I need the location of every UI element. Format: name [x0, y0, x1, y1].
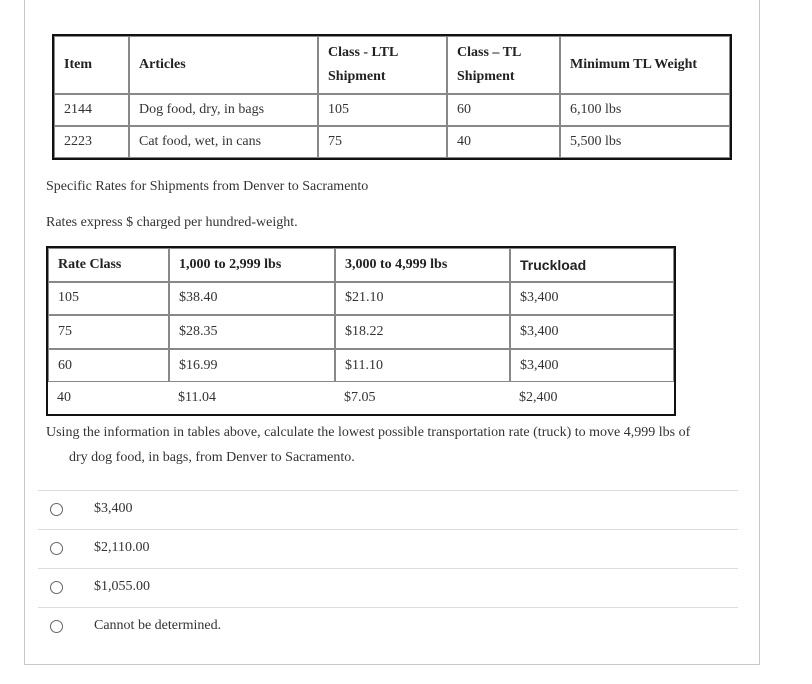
cell-rate-truckload: $3,400 [510, 282, 674, 316]
cell-rate-truckload: $2,400 [519, 390, 558, 406]
cell-rate-low: $16.99 [169, 349, 335, 383]
table-row [48, 349, 674, 383]
header-class-tl [447, 36, 560, 94]
answer-option[interactable] [38, 529, 738, 568]
header-truckload: Truckload [510, 248, 674, 282]
table-row [48, 382, 674, 414]
cell-rate-low: $11.04 [178, 390, 216, 406]
cell-article: Dog food, dry, in bags [129, 94, 318, 126]
answer-option-label: Cannot be determined. [94, 618, 222, 633]
question-line2: dry dog food, in bags, from Denver to Sacramento. [69, 450, 355, 465]
cell-rate-mid: $21.10 [335, 282, 510, 316]
cell-rate-mid: $7.05 [344, 390, 376, 406]
table-row [54, 126, 730, 158]
header-3000-4999: 3,000 to 4,999 lbs [335, 248, 510, 282]
header-1000-2999: 1,000 to 2,999 lbs [169, 248, 335, 282]
cell-article: Cat food, wet, in cans [129, 126, 318, 158]
answer-option[interactable] [38, 490, 738, 529]
rates-table [46, 246, 676, 416]
cell-rate-mid: $11.10 [335, 349, 510, 383]
radio-button[interactable] [50, 620, 63, 633]
rates-title: Specific Rates for Shipments from Denver to Sacramento [46, 179, 369, 194]
header-class-ltl [318, 36, 447, 94]
question-line1: Using the information in tables above, calculate the lowest possible transportation rate (truck) to move 4,999 lbs of [46, 425, 691, 440]
header-item: Item [54, 36, 129, 94]
header-articles: Articles [129, 36, 318, 94]
radio-button[interactable] [50, 503, 63, 516]
cell-min-weight: 5,500 lbs [560, 126, 730, 158]
rates-note: Rates express $ charged per hundred-weight. [46, 215, 298, 230]
radio-button[interactable] [50, 542, 63, 555]
radio-button[interactable] [50, 581, 63, 594]
answer-option-label: $3,400 [94, 501, 133, 516]
question-text [46, 420, 746, 470]
header-class-ltl-line2: Shipment [328, 69, 386, 84]
table-row [48, 315, 674, 349]
header-class-ltl-line1: Class - LTL [328, 45, 399, 60]
table-row [54, 94, 730, 126]
cell-rate-class: 40 [57, 390, 71, 406]
cell-rate-class: 75 [48, 315, 169, 349]
cell-class-ltl: 105 [318, 94, 447, 126]
cell-rate-class: 105 [48, 282, 169, 316]
header-min-tl-weight: Minimum TL Weight [560, 36, 730, 94]
answer-option[interactable] [38, 568, 738, 607]
header-rate-class: Rate Class [48, 248, 169, 282]
answer-option[interactable] [38, 607, 738, 646]
header-class-tl-line2: Shipment [457, 69, 515, 84]
cell-item: 2144 [54, 94, 129, 126]
cell-class-ltl: 75 [318, 126, 447, 158]
cell-item: 2223 [54, 126, 129, 158]
cell-rate-truckload: $3,400 [510, 349, 674, 383]
items-table-header [54, 36, 730, 94]
cell-class-tl: 40 [447, 126, 560, 158]
cell-class-tl: 60 [447, 94, 560, 126]
table-row [48, 282, 674, 316]
header-class-tl-line1: Class – TL [457, 45, 522, 60]
answer-option-label: $1,055.00 [94, 579, 150, 594]
rates-table-header [48, 248, 674, 282]
cell-rate-mid: $18.22 [335, 315, 510, 349]
items-table [52, 34, 732, 160]
answer-option-label: $2,110.00 [94, 540, 150, 555]
cell-min-weight: 6,100 lbs [560, 94, 730, 126]
cell-rate-class: 60 [48, 349, 169, 383]
cell-rate-truckload: $3,400 [510, 315, 674, 349]
cell-rate-low: $28.35 [169, 315, 335, 349]
cell-rate-low: $38.40 [169, 282, 335, 316]
